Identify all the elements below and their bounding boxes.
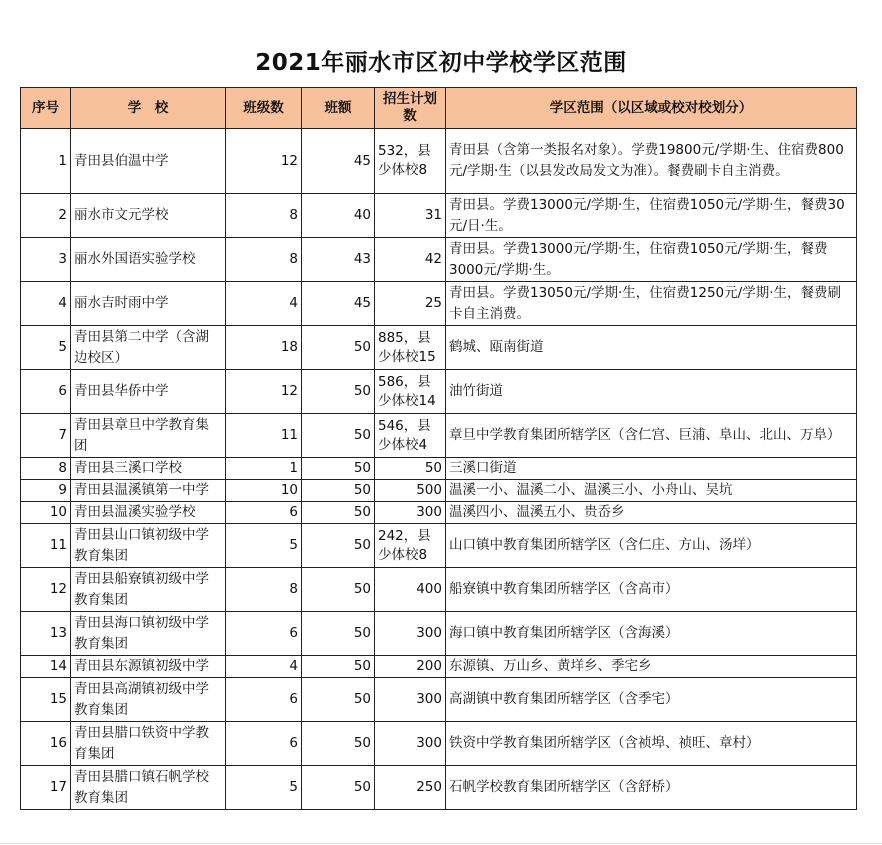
- cell-district-scope: 铁资中学教育集团所辖学区（含祯埠、祯旺、章村）: [446, 722, 857, 766]
- cell-class-size: 43: [302, 238, 375, 282]
- cell-no: 13: [21, 612, 71, 656]
- cell-no: 6: [21, 370, 71, 414]
- cell-school: 青田县伯温中学: [71, 129, 226, 194]
- cell-no: 1: [21, 129, 71, 194]
- cell-district-scope: 青田县。学费13000元/学期·生，住宿费1050元/学期·生，餐费3000元/学期·生。: [446, 238, 857, 282]
- cell-school: 青田县温溪实验学校: [71, 502, 226, 524]
- cell-district-scope: 青田县。学费13000元/学期·生，住宿费1050元/学期·生，餐费30元/日·生。: [446, 194, 857, 238]
- cell-classes: 6: [226, 612, 302, 656]
- table-row: [21, 370, 857, 414]
- cell-enrollment-plan: 300: [375, 502, 446, 524]
- cell-enrollment-plan: 25: [375, 282, 446, 326]
- cell-district-scope: 高湖镇中教育集团所辖学区（含季宅）: [446, 678, 857, 722]
- cell-district-scope: 章旦中学教育集团所辖学区（含仁宫、巨浦、阜山、北山、万阜）: [446, 414, 857, 458]
- cell-class-size: 50: [302, 502, 375, 524]
- table-row: [21, 480, 857, 502]
- cell-class-size: 50: [302, 568, 375, 612]
- table-row: [21, 414, 857, 458]
- cell-classes: 10: [226, 480, 302, 502]
- cell-enrollment-plan: 31: [375, 194, 446, 238]
- cell-school: 青田县华侨中学: [71, 370, 226, 414]
- cell-class-size: 45: [302, 282, 375, 326]
- cell-classes: 6: [226, 722, 302, 766]
- table-row: [21, 524, 857, 568]
- header-enrollment-plan: 招生计划数: [375, 88, 446, 129]
- table-row: [21, 238, 857, 282]
- cell-no: 7: [21, 414, 71, 458]
- cell-school: 青田县高湖镇初级中学教育集团: [71, 678, 226, 722]
- cell-enrollment-plan: 242，县少体校8: [375, 524, 446, 568]
- cell-district-scope: 油竹街道: [446, 370, 857, 414]
- table-row: [21, 568, 857, 612]
- cell-enrollment-plan: 546，县少体校4: [375, 414, 446, 458]
- cell-classes: 1: [226, 458, 302, 480]
- table-row: [21, 656, 857, 678]
- cell-enrollment-plan: 300: [375, 612, 446, 656]
- table-row: [21, 194, 857, 238]
- table-row: [21, 722, 857, 766]
- cell-classes: 8: [226, 194, 302, 238]
- cell-district-scope: 青田县（含第一类报名对象）。学费19800元/学期·生、住宿费800元/学期·生（以县发改局发文为准）。餐费刷卡自主消费。: [446, 129, 857, 194]
- cell-enrollment-plan: 42: [375, 238, 446, 282]
- cell-class-size: 50: [302, 480, 375, 502]
- cell-district-scope: 三溪口街道: [446, 458, 857, 480]
- cell-school: 青田县东源镇初级中学: [71, 656, 226, 678]
- table-row: [21, 612, 857, 656]
- cell-district-scope: 青田县。学费13050元/学期·生，住宿费1250元/学期·生，餐费刷卡自主消费。: [446, 282, 857, 326]
- header-class-size: 班额: [302, 88, 375, 129]
- cell-enrollment-plan: 200: [375, 656, 446, 678]
- cell-no: 12: [21, 568, 71, 612]
- cell-enrollment-plan: 250: [375, 766, 446, 810]
- cell-district-scope: 船寮镇中教育集团所辖学区（含高市）: [446, 568, 857, 612]
- cell-class-size: 50: [302, 524, 375, 568]
- cell-no: 14: [21, 656, 71, 678]
- cell-no: 17: [21, 766, 71, 810]
- cell-enrollment-plan: 586，县少体校14: [375, 370, 446, 414]
- cell-classes: 8: [226, 238, 302, 282]
- cell-district-scope: 海口镇中教育集团所辖学区（含海溪）: [446, 612, 857, 656]
- header-district-scope: 学区范围（以区域或校对校划分）: [446, 88, 857, 129]
- cell-class-size: 50: [302, 612, 375, 656]
- cell-no: 4: [21, 282, 71, 326]
- cell-classes: 5: [226, 766, 302, 810]
- cell-school: 青田县温溪镇第一中学: [71, 480, 226, 502]
- cell-school: 青田县章旦中学教育集团: [71, 414, 226, 458]
- table-header-row: [21, 88, 857, 129]
- page-divider: [0, 843, 882, 844]
- cell-school: 青田县腊口铁资中学教育集团: [71, 722, 226, 766]
- cell-school: 青田县第二中学（含湖边校区）: [71, 326, 226, 370]
- cell-no: 3: [21, 238, 71, 282]
- cell-school: 丽水外国语实验学校: [71, 238, 226, 282]
- cell-enrollment-plan: 532，县少体校8: [375, 129, 446, 194]
- cell-enrollment-plan: 500: [375, 480, 446, 502]
- cell-school: 青田县三溪口学校: [71, 458, 226, 480]
- header-school: 学 校: [71, 88, 226, 129]
- cell-classes: 18: [226, 326, 302, 370]
- cell-classes: 6: [226, 678, 302, 722]
- table-row: [21, 282, 857, 326]
- cell-enrollment-plan: 300: [375, 678, 446, 722]
- cell-district-scope: 山口镇中教育集团所辖学区（含仁庄、方山、汤垟）: [446, 524, 857, 568]
- cell-no: 2: [21, 194, 71, 238]
- cell-classes: 4: [226, 282, 302, 326]
- cell-classes: 5: [226, 524, 302, 568]
- cell-enrollment-plan: 400: [375, 568, 446, 612]
- table-row: [21, 502, 857, 524]
- cell-school: 青田县海口镇初级中学教育集团: [71, 612, 226, 656]
- cell-school: 青田县船寮镇初级中学教育集团: [71, 568, 226, 612]
- cell-enrollment-plan: 300: [375, 722, 446, 766]
- cell-no: 11: [21, 524, 71, 568]
- cell-class-size: 50: [302, 458, 375, 480]
- cell-enrollment-plan: 50: [375, 458, 446, 480]
- table-row: [21, 129, 857, 194]
- cell-class-size: 50: [302, 326, 375, 370]
- cell-no: 10: [21, 502, 71, 524]
- cell-class-size: 50: [302, 678, 375, 722]
- table-row: [21, 766, 857, 810]
- cell-no: 8: [21, 458, 71, 480]
- cell-classes: 12: [226, 370, 302, 414]
- cell-district-scope: 温溪一小、温溪二小、温溪三小、小舟山、吴坑: [446, 480, 857, 502]
- cell-school: 青田县腊口镇石帆学校教育集团: [71, 766, 226, 810]
- header-classes: 班级数: [226, 88, 302, 129]
- cell-no: 9: [21, 480, 71, 502]
- cell-class-size: 45: [302, 129, 375, 194]
- cell-school: 丽水吉时雨中学: [71, 282, 226, 326]
- cell-no: 16: [21, 722, 71, 766]
- cell-district-scope: 鹤城、瓯南街道: [446, 326, 857, 370]
- school-district-table: [20, 87, 857, 810]
- page-title: 2021年丽水市区初中学校学区范围: [255, 50, 627, 76]
- cell-district-scope: 东源镇、万山乡、黄垟乡、季宅乡: [446, 656, 857, 678]
- cell-class-size: 50: [302, 722, 375, 766]
- cell-classes: 12: [226, 129, 302, 194]
- cell-class-size: 50: [302, 370, 375, 414]
- cell-school: 丽水市文元学校: [71, 194, 226, 238]
- cell-classes: 8: [226, 568, 302, 612]
- cell-classes: 11: [226, 414, 302, 458]
- cell-enrollment-plan: 885，县少体校15: [375, 326, 446, 370]
- table-row: [21, 678, 857, 722]
- cell-no: 15: [21, 678, 71, 722]
- cell-classes: 6: [226, 502, 302, 524]
- cell-classes: 4: [226, 656, 302, 678]
- cell-class-size: 40: [302, 194, 375, 238]
- cell-class-size: 50: [302, 766, 375, 810]
- cell-no: 5: [21, 326, 71, 370]
- cell-class-size: 50: [302, 656, 375, 678]
- cell-district-scope: 石帆学校教育集团所辖学区（含舒桥）: [446, 766, 857, 810]
- cell-school: 青田县山口镇初级中学教育集团: [71, 524, 226, 568]
- table-row: [21, 326, 857, 370]
- table-row: [21, 458, 857, 480]
- cell-class-size: 50: [302, 414, 375, 458]
- header-no: 序号: [21, 88, 71, 129]
- cell-district-scope: 温溪四小、温溪五小、贵岙乡: [446, 502, 857, 524]
